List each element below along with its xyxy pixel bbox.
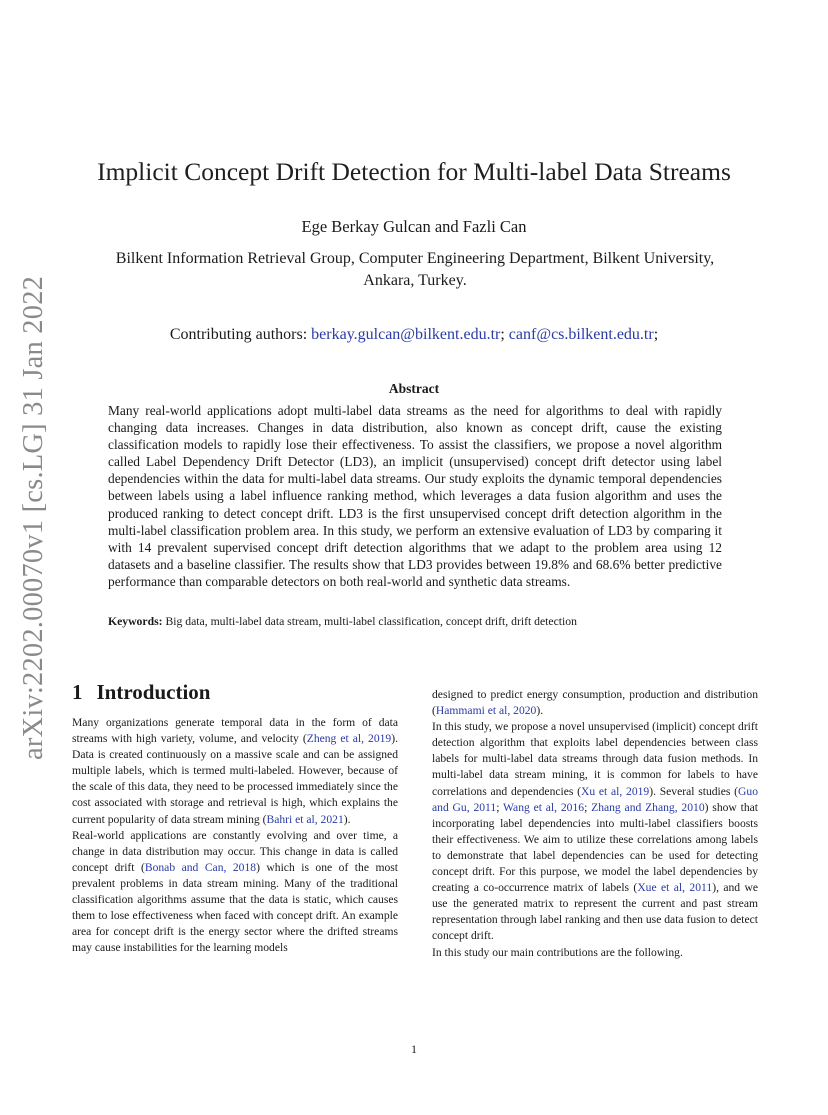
intro-paragraph-3 [432,687,758,719]
author-list: Ege Berkay Gulcan and Fazli Can [301,217,527,236]
citation-link[interactable]: Wang et al, 2016 [503,800,585,814]
paragraph-text: designed to predict energy consumption, production and distribution ( [432,688,758,718]
intro-paragraph-5: In this study our main contributions are the following. [432,945,683,959]
email-end: ; [653,326,659,343]
intro-paragraph-1 [72,715,398,828]
paragraph-text: Many organizations generate temporal data in the form of data streams with high variety, volume, and velocity ( [72,716,398,746]
paragraph-text: ). Several studies ( [649,784,739,798]
section-title: Introduction [96,680,211,704]
paragraph-text: ; [584,800,592,814]
right-column [432,687,758,961]
paragraph-text: ; [496,800,504,814]
affiliation: Bilkent Information Retrieval Group, Computer Engineering Department, Bilkent University, Ankara, Turkey. [115,250,715,289]
email-separator: ; [500,326,509,343]
citation-link[interactable]: Xu et al, 2019 [581,784,650,798]
intro-paragraph-2 [72,828,398,957]
paper-title: Implicit Concept Drift Detection for Multi-label Data Streams [97,157,731,186]
citation-link[interactable]: Bonab and Can, 2018 [144,860,257,874]
intro-paragraph-4 [432,719,758,944]
paragraph-text: ). [536,704,544,718]
arxiv-identifier: arXiv:2202.00070v1 [cs.LG] 31 Jan 2022 [18,275,49,760]
citation-link[interactable]: Bahri et al, 2021 [266,812,344,826]
citation-link[interactable]: Zheng et al, 2019 [306,732,392,746]
citation-link[interactable]: Guo and Gu, 2011 [432,784,758,814]
paragraph-text: ). [343,812,351,826]
email-link-gulcan[interactable]: berkay.gulcan@bilkent.edu.tr [311,326,501,343]
citation-link[interactable]: Zhang and Zhang, 2010 [591,800,705,814]
paragraph-text: ), and we use the generated matrix to represent the current and past stream representation through label ranking and then use data fusion to detect concept drift. [432,881,759,943]
keywords-label: Keywords: [108,615,163,628]
keywords-text: Big data, multi-label data stream, multi-label classification, concept drift, drift detection [162,615,577,628]
email-link-can[interactable]: canf@cs.bilkent.edu.tr [508,326,654,343]
section-heading-introduction [72,680,210,705]
paragraph-text: ) show that incorporating label dependencies into multi-label classifiers boosts their effectiveness. We aim to utilize these correlations among labels to demonstrate that label dependencies can be used for detecting concept drift. For this purpose, we model the label dependencies by creating a co-occurrence matrix of labels ( [432,800,758,895]
keywords-line [108,615,728,628]
paragraph-text: ). Data is created continuously on a massive scale and can be assigned multiple labels, which is termed multi-labeled. However, because of the scale of this data, they need to be processed immediately since the cost associated with storage and retrieval is high, which explains the current popularity of data stream mining ( [72,732,398,826]
abstract-heading: Abstract [388,381,440,396]
paragraph-text: In this study, we propose a novel unsupervised (implicit) concept drift detection algorithm that exploits label dependencies between class labels for multi-label data streams through data fusion methods. In multi-label data stream mining, it is common for labels to have correlations and dependencies ( [432,720,758,798]
section-number: 1 [72,680,83,704]
page-number: 1 [411,1042,417,1056]
left-column [72,715,398,956]
citation-link[interactable]: Xue et al, 2011 [637,881,713,895]
paragraph-text: Real-world applications are constantly evolving and over time, a change in data distribution may occur. This change in data is called concept drift ( [72,828,398,874]
abstract-text: Many real-world applications adopt multi-label data streams as the need for algorithms to deal with rapidly changing data increases. Changes in data distribution, also known as concept drift, cause the existing classification models to rapidly lose their effectiveness. To assist the classifiers, we propose a novel algorithm called Label Dependency Drift Detector (LD3), an implicit (unsupervised) concept drift detector using label dependencies within the data for multi-label data streams. Our study exploits the dynamic temporal dependencies between labels using a label influence ranking method, which leverages a data fusion algorithm and uses the produced ranking to detect concept drift. LD3 is the first unsupervised concept drift detection algorithm in the multi-label classification problem area. In this study, we perform an extensive evaluation of LD3 by comparing it with 14 prevalent supervised concept drift detection algorithms that we adapt to the problem area using 12 datasets and a baseline classifier. The results show that LD3 provides between 19.8% and 68.6% better predictive performance than comparable detectors on both real-world and synthetic data streams. [108,403,722,589]
paragraph-text: ) which is one of the most prevalent problems in data stream mining. Many of the traditional classification algorithms assume that the data is static, which causes them to lose effectiveness when faced with concept drift. An example area for concept drift is the energy sector where the drifted streams may cause instabilities for the learning models [72,860,398,955]
contributing-label: Contributing authors: [169,326,312,343]
citation-link[interactable]: Hammami et al, 2020 [435,704,537,718]
contributing-authors [0,326,828,344]
